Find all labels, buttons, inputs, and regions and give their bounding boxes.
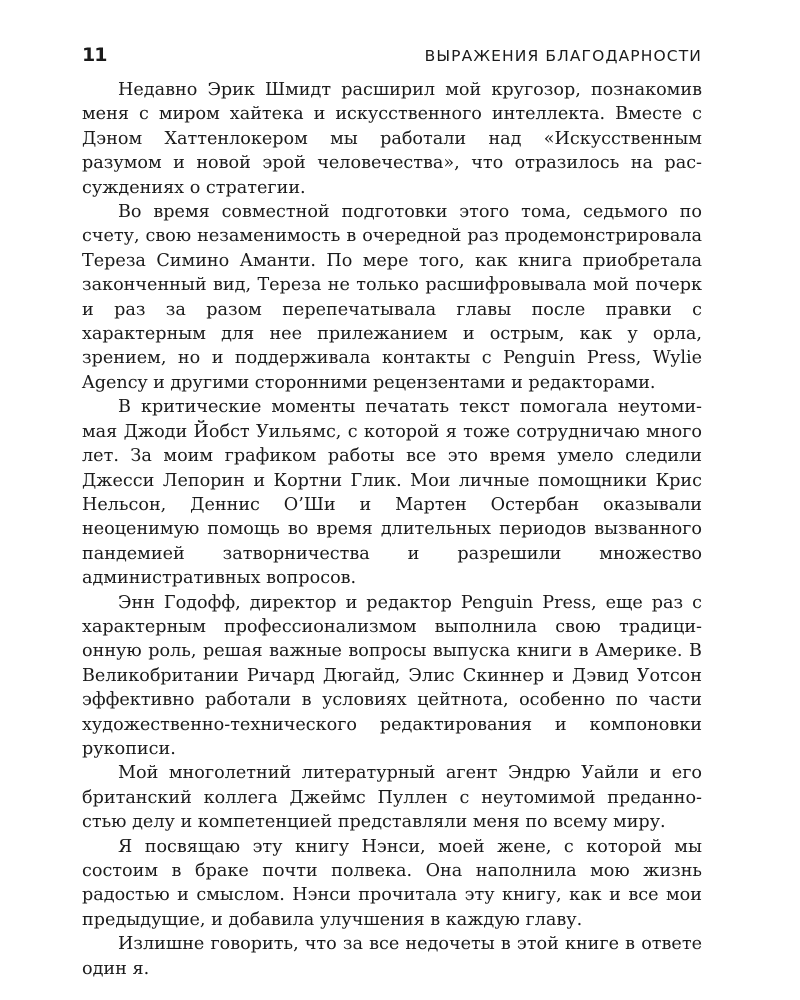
running-head	[82, 44, 702, 78]
paragraph: Мой многолетний литературный агент Эндрю Уайли и его британский коллега Джеймс Пуллен с неутомимой преданностью делу и компетенцией представляли меня по всему миру.	[82, 763, 702, 833]
page-number: 11	[82, 44, 107, 66]
chapter-title: ВЫРАЖЕНИЯ БЛАГОДАРНОСТИ	[424, 47, 702, 65]
book-page	[82, 44, 702, 981]
paragraph: Энн Годофф, директор и редактор Penguin Press, еще раз с характерным профессионализмом выполнила свою традиционную роль, решая важные вопросы выпуска книги в Америке. В Великобритании Ричард Дюгайд, Элис Скиннер и Дэвид Уотсон эффективно работали в условиях цейтнота, особенно по части художественно-технического редактирования и компоновки рукописи.	[82, 592, 702, 759]
paragraph: Во время совместной подготовки этого тома, седьмого по счету, свою незаменимость в очередной раз продемонстрировала Тереза Симино Аманти. По мере того, как книга приобретала законченный вид, Тереза не только расшифровывала мой почерк и раз за разом перепечатывала главы после правки с характерным для нее прилежанием и острым, как у орла, зрением, но и поддерживала контакты с Penguin Press, Wylie Agency и другими сторонними рецензентами и редакторами.	[82, 202, 702, 393]
paragraph: Излишне говорить, что за все недочеты в этой книге в ответе один я.	[82, 934, 702, 979]
paragraph: Недавно Эрик Шмидт расширил мой кругозор, познакомив меня с миром хайтека и искусственного интеллекта. Вместе с Дэном Хаттенлокером мы работали над «Искусственным разумом и новой эрой человечества», что отразилось на рассуждениях о стратегии.	[82, 80, 702, 198]
paragraph: В критические моменты печатать текст помогала неутомимая Джоди Йобст Уильямс, с которой я тоже сотрудничаю много лет. За моим графиком работы все это время умело следили Джесси Лепорин и Кортни Глик. Мои личные помощники Крис Нельсон, Деннис О’Ши и Мартен Остербан оказывали неоценимую помощь во время длительных периодов вызванного пандемией затворничества и разрешили множество административных вопросов.	[82, 397, 702, 589]
paragraph: Я посвящаю эту книгу Нэнси, моей жене, с которой мы состоим в браке почти полвека. Она наполнила мою жизнь радостью и смыслом. Нэнси прочитала эту книгу, как и все мои предыдущие, и добавила улучшения в каждую главу.	[82, 836, 702, 930]
body-text	[82, 78, 702, 981]
